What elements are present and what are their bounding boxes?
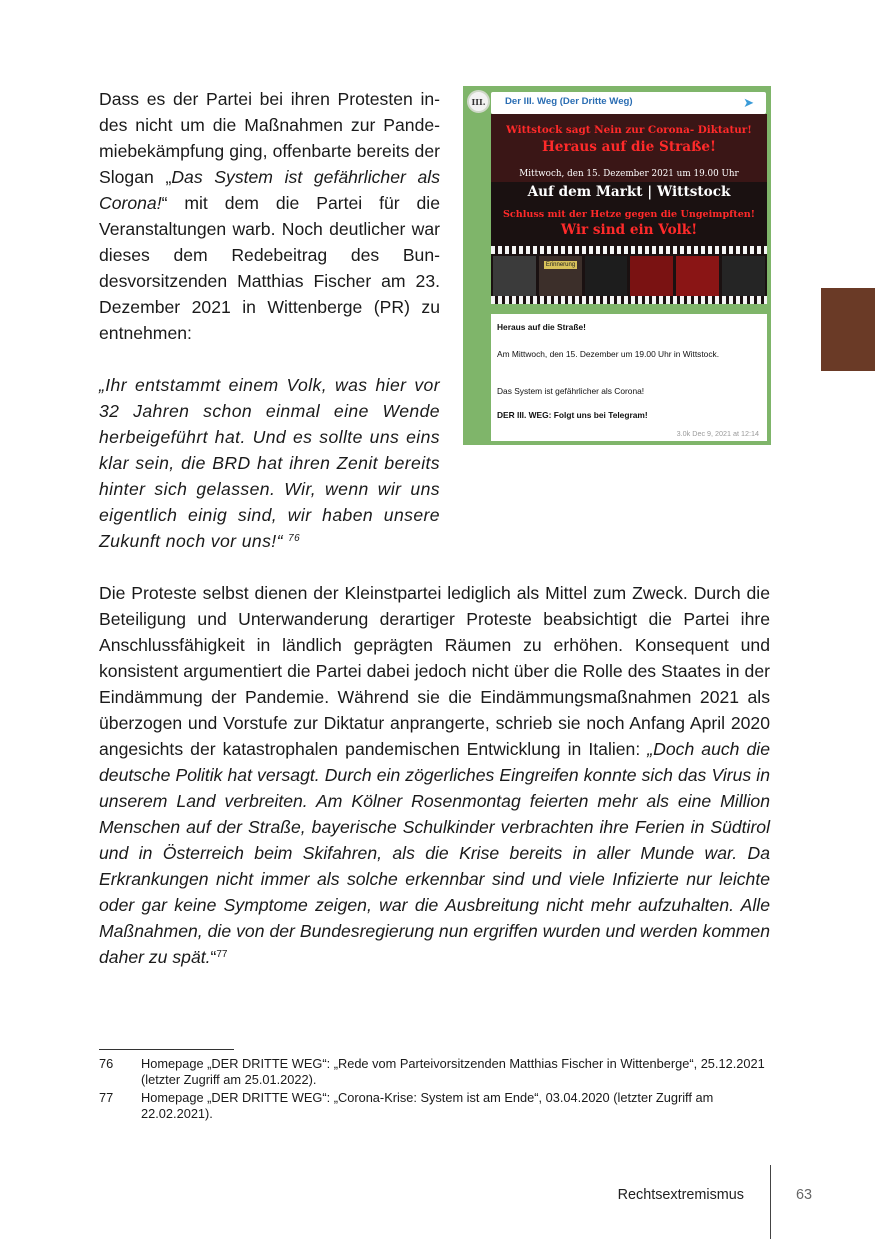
caption-line: Am Mittwoch, den 15. Dezember um 19.00 Uhr in Wittstock. [497,349,720,359]
block-quote [99,372,440,554]
footnote-text: Homepage „DER DRITTE WEG“: „Rede vom Parteivorsitzenden Matthias Fischer in Wittenberge“, 25.12.2021 (letzter Zugriff am 25.01.2022). [141,1056,765,1087]
footnote-ref[interactable]: 77 [216,949,228,960]
photo-frame [722,256,765,296]
page-number: 63 [796,1187,813,1203]
photo-frames [493,256,765,296]
event-poster [491,114,767,304]
caption-line: DER III. WEG: Folgt uns bei Telegram! [497,410,648,420]
post-caption [491,314,767,441]
footnote [99,1090,779,1124]
body-paragraph-2 [99,580,770,970]
inline-quote: „Doch auch die deutsche Politik hat versagt. Durch ein zögerliches Eingreifen konnte sich das Virus in unserem Land verbreiten. Am Kölner Rosenmontag feierten mehr als eine Million Menschen auf der Straße, bayerische Schulkinder verbrachten ihre Ferien in Südtirol und in Österreich beim Skifahren, als die Krise bereits in aller Munde war. Da Erkrankungen nicht immer als solche erkennbar sind und viele Infizierte nur leichte oder gar keine Symptome zeigen, war die Ausbreitung nicht mehr aufzuhalten. Alle Maßnahmen, die von der Bundesregierung nun ergriffen wurden und werden kommen daher zu spät. [99,739,770,967]
footnote-separator [99,1049,234,1050]
footnote-text: Homepage „DER DRITTE WEG“: „Corona-Krise: System ist am Ende“, 03.04.2020 (letzter Zugriff am 22.02.2021). [141,1090,714,1121]
photo-frame [630,256,673,296]
caption-line: Das System ist gefährlicher als Corona! [497,386,645,396]
photo-frame [676,256,719,296]
footnote [99,1056,779,1090]
poster-headline: Wir sind ein Volk! [560,222,698,238]
filmstrip-border [491,296,767,304]
photo-frame [493,256,536,296]
poster-line: Mittwoch, den 15. Dezember 2021 um 19.00 Uhr [519,169,739,179]
filmstrip-border [491,246,767,254]
footnote-number: 76 [99,1056,114,1071]
body-paragraph-1 [99,86,440,346]
paragraph-text: “ mit dem die Partei für die Veranstaltungen warb. Noch deutlicher war dieses dem Redebeitrag des Bundesvorsitzenden Matthias Fischer am 23. Dezember 2021 in Wittenberge (PR) zu entnehmen: [99,193,440,343]
poster-headline: Heraus auf die Straße! [541,139,717,155]
section-label: Rechtsextremismus [617,1187,744,1203]
poster-location: Auf dem Markt | Wittstock [527,184,731,200]
footer-divider [770,1165,771,1239]
channel-avatar-icon: III. [467,90,490,113]
photo-frame [539,256,582,296]
slogan-quote: Das System ist gefährlicher als Corona! [99,167,441,213]
chapter-tab-marker [821,288,875,371]
telegram-plane-icon: ➤ [743,95,754,110]
telegram-post-image [463,86,771,445]
paragraph-text: Dass es der Partei bei ihren Protesten indes nicht um die Maßnahmen zur Pandemiebekämpfung ging, offenbarte bereits der Slogan „ [99,89,440,187]
photo-frame [585,256,628,296]
post-meta: 3.0k Dec 9, 2021 at 12:14 [676,429,759,438]
caption-line: Heraus auf die Straße! [497,322,586,332]
sign-label: Erinnerung [545,262,576,268]
footnote-number: 77 [99,1090,114,1105]
telegram-header [491,92,766,114]
footnote-ref[interactable]: 76 [288,533,301,544]
poster-line: Wittstock sagt Nein zur Corona- Diktatur! [506,124,752,136]
channel-name: Der III. Weg (Der Dritte Weg) [505,96,633,107]
poster-line: Schluss mit der Hetze gegen die Ungeimpften! [502,209,755,220]
quote-close: “ [210,947,217,967]
paragraph-text: Die Proteste selbst dienen der Kleinstpartei lediglich als Mittel zum Zweck. Durch die Beteiligung und Unterwanderung derartiger Proteste beabsichtigt die Partei ihre Anschlussfähigkeit in ländlich geprägten Räumen zu erhöhen. Konsequent und konsistent argumentiert die Partei dabei jedoch nicht über die Rolle des Staates in der Eindämmung der Pandemie. Während sie die Eindämmungsmaßnahmen 2021 als überzogen und Vorstufe zur Diktatur anprangerte, schrieb sie noch Anfang April 2020 angesichts der katastrophalen pandemischen Entwicklung in Italien: [99,583,770,759]
quote-text: „Ihr entstammt einem Volk, was hier vor 32 Jahren schon einmal eine Wende herbeigeführt hat. Und es sollte uns eins klar sein, die BRD hat ihren Zenit bereits hinter sich gelassen. Wir, wenn wir uns eigentlich einig sind, wir haben unsere Zukunft noch vor uns!“ [99,375,440,551]
